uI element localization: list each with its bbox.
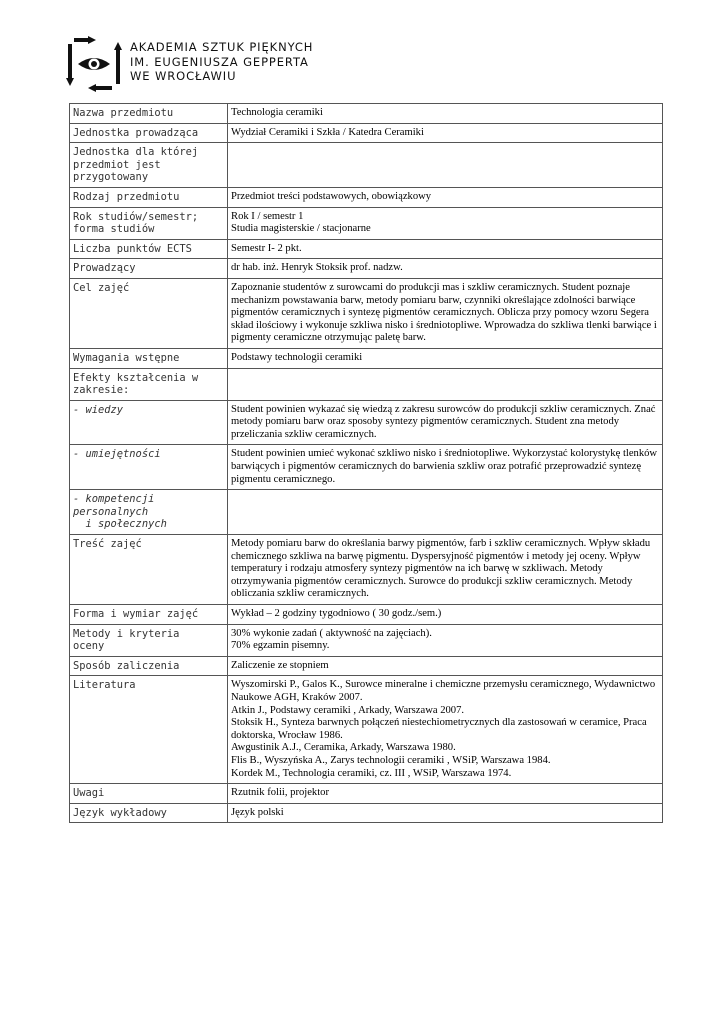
table-row bbox=[70, 400, 663, 445]
row-value-line: Wykład – 2 godziny tygodniowo ( 30 godz./sem.) bbox=[231, 608, 442, 619]
table-row bbox=[70, 624, 663, 656]
row-value-line: Flis B., Wyszyńska A., Zarys technologii ceramiki , WSiP, Warszawa 1984. bbox=[231, 754, 551, 766]
table-row bbox=[70, 490, 663, 535]
eye-in-frame-logo-icon bbox=[66, 36, 122, 92]
row-value-line: Atkin J., Podstawy ceramiki , Arkady, Warszawa 2007. bbox=[231, 704, 465, 716]
row-value-line: dr hab. inż. Henryk Stoksik prof. nadzw. bbox=[231, 262, 403, 274]
row-value-line: Student powinien wykazać się wiedzą z zakresu surowców do produkcji szkliw ceramicznych. Znać metody pomiaru barw oraz sposoby syntezy pigmentów ceramicznych. Student zna metody przeliczania szkliw ceramicznych. bbox=[231, 403, 656, 440]
row-label: - kompetencji personalnych i społecznych bbox=[70, 490, 228, 535]
row-value-line bbox=[231, 493, 659, 505]
row-value-line: Wydział Ceramiki i Szkła / Katedra Ceramiki bbox=[231, 126, 424, 138]
row-label: Literatura bbox=[70, 676, 228, 784]
table-row bbox=[70, 803, 663, 823]
institution-logo bbox=[66, 36, 326, 92]
row-label: Prowadzący bbox=[70, 259, 228, 279]
table-row bbox=[70, 104, 663, 124]
table-row bbox=[70, 239, 663, 259]
course-syllabus-table bbox=[69, 103, 663, 823]
table-row bbox=[70, 207, 663, 239]
row-label: Uwagi bbox=[70, 784, 228, 804]
row-label: Metody i kryteria oceny bbox=[70, 624, 228, 656]
row-value-line: Student powinien umieć wykonać szkliwo nisko i średniotopliwe. Wykorzystać kolorystykę tlenków barwiących i pigmentów ceramicznych do barwienia szkliw oraz potrafić przeprowadzić syntezę pigmentu ceramicznego. bbox=[231, 448, 658, 485]
row-value-line: Semestr I- 2 pkt. bbox=[231, 242, 302, 254]
table-row bbox=[70, 605, 663, 625]
row-value-line: Przedmiot treści podstawowych, obowiązkowy bbox=[231, 190, 432, 202]
row-label: Rok studiów/semestr; forma studiów bbox=[70, 207, 228, 239]
row-value-line: Studia magisterskie / stacjonarne bbox=[231, 223, 371, 235]
row-value-line: Kordek M., Technologia ceramiki, cz. III , WSiP, Warszawa 1974. bbox=[231, 767, 512, 779]
table-row bbox=[70, 187, 663, 207]
row-value bbox=[228, 207, 663, 239]
row-value bbox=[228, 187, 663, 207]
row-value bbox=[228, 624, 663, 656]
row-value bbox=[228, 278, 663, 348]
row-value bbox=[228, 348, 663, 368]
institution-name bbox=[130, 40, 313, 84]
row-value bbox=[228, 676, 663, 784]
row-value bbox=[228, 656, 663, 676]
table-row bbox=[70, 784, 663, 804]
row-value-line: Rok I / semestr 1 bbox=[231, 210, 304, 222]
row-value-line: 30% wykonie zadań ( aktywność na zajęciach). bbox=[231, 627, 432, 639]
row-value-line: Zapoznanie studentów z surowcami do produkcji mas i szkliw ceramicznych. Student poznaje mechanizm powstawania barw, metody pomiaru barw, czynniki określające zdolności barwiące pigmentów ceramicznych i syntezę pigmentów ceramicznych. Oblicza przy pomocy wzoru Segera skład ilościowy i wykonuje szkliwa nisko i średniotopliwe. Wprowadza do szkliwa tlenki barwiące i pigmenty ceramiczne otrzymując paletę barw. bbox=[231, 281, 657, 344]
table-row bbox=[70, 123, 663, 143]
table-row bbox=[70, 278, 663, 348]
row-value bbox=[228, 143, 663, 188]
table-row bbox=[70, 143, 663, 188]
institution-name-line: WE WROCŁAWIU bbox=[130, 69, 237, 83]
table-row bbox=[70, 368, 663, 400]
row-label: Sposób zaliczenia bbox=[70, 656, 228, 676]
row-value-line bbox=[231, 372, 659, 384]
row-value-line: Podstawy technologii ceramiki bbox=[231, 351, 363, 363]
row-value-line: Awgustinik A.J., Ceramika, Arkady, Warszawa 1980. bbox=[231, 742, 456, 754]
row-value-line: 70% egzamin pisemny. bbox=[231, 640, 330, 652]
row-value bbox=[228, 535, 663, 605]
row-value bbox=[228, 605, 663, 625]
row-value-line: Metody pomiaru barw do określania barwy pigmentów, farb i szkliw ceramicznych. Wpływ składu chemicznego szkliwa na barwę pigmentu. Dyspersyjność pigmentów i metody jej oceny. Wpływ temperatury i rodzaju atmosfery syntezy pigmentów na ich barwę w szkliwach. Metody otrzymywania pigmentów ceramicznych. Surowce do produkcji szkliw ceramicznych. Metody obliczania szkliw ceramicznych. bbox=[231, 538, 651, 600]
row-value bbox=[228, 259, 663, 279]
row-label: Nazwa przedmiotu bbox=[70, 104, 228, 124]
row-value bbox=[228, 490, 663, 535]
institution-name-line: AKADEMIA SZTUK PIĘKNYCH bbox=[130, 40, 314, 54]
row-label: Wymagania wstępne bbox=[70, 348, 228, 368]
table-row bbox=[70, 656, 663, 676]
row-value bbox=[228, 239, 663, 259]
table-row bbox=[70, 535, 663, 605]
row-label: Liczba punktów ECTS bbox=[70, 239, 228, 259]
row-label: Język wykładowy bbox=[70, 803, 228, 823]
row-label: Jednostka prowadząca bbox=[70, 123, 228, 143]
row-value bbox=[228, 803, 663, 823]
row-value bbox=[228, 123, 663, 143]
row-value bbox=[228, 104, 663, 124]
row-value-line: Stoksik H., Synteza barwnych połączeń niestechiometrycznych dla zastosowań w ceramice, Praca doktorska, Wrocław 1986. bbox=[231, 717, 647, 741]
row-label: Jednostka dla której przedmiot jest przygotowany bbox=[70, 143, 228, 188]
row-label: Rodzaj przedmiotu bbox=[70, 187, 228, 207]
row-value bbox=[228, 400, 663, 445]
row-label: Cel zajęć bbox=[70, 278, 228, 348]
row-value-line: Wyszomirski P., Galos K., Surowce mineralne i chemiczne przemysłu ceramicznego, Wydawnictwo Naukowe AGH, Kraków 2007. bbox=[231, 679, 656, 703]
row-label: Efekty kształcenia w zakresie: bbox=[70, 368, 228, 400]
row-value bbox=[228, 784, 663, 804]
row-label: - wiedzy bbox=[70, 400, 228, 445]
row-value-line: Język polski bbox=[231, 806, 284, 818]
institution-name-line: IM. EUGENIUSZA GEPPERTA bbox=[130, 54, 309, 69]
row-value-line bbox=[231, 146, 659, 158]
row-value-line: Rzutnik folii, projektor bbox=[231, 787, 329, 799]
row-label: Forma i wymiar zajęć bbox=[70, 605, 228, 625]
table-row bbox=[70, 348, 663, 368]
row-value bbox=[228, 445, 663, 490]
table-row bbox=[70, 259, 663, 279]
row-label: Treść zajęć bbox=[70, 535, 228, 605]
row-value-line: Technologia ceramiki bbox=[231, 107, 323, 118]
row-value bbox=[228, 368, 663, 400]
row-label: - umiejętności bbox=[70, 445, 228, 490]
table-row bbox=[70, 445, 663, 490]
row-value-line: Zaliczenie ze stopniem bbox=[231, 659, 329, 671]
table-row bbox=[70, 676, 663, 784]
